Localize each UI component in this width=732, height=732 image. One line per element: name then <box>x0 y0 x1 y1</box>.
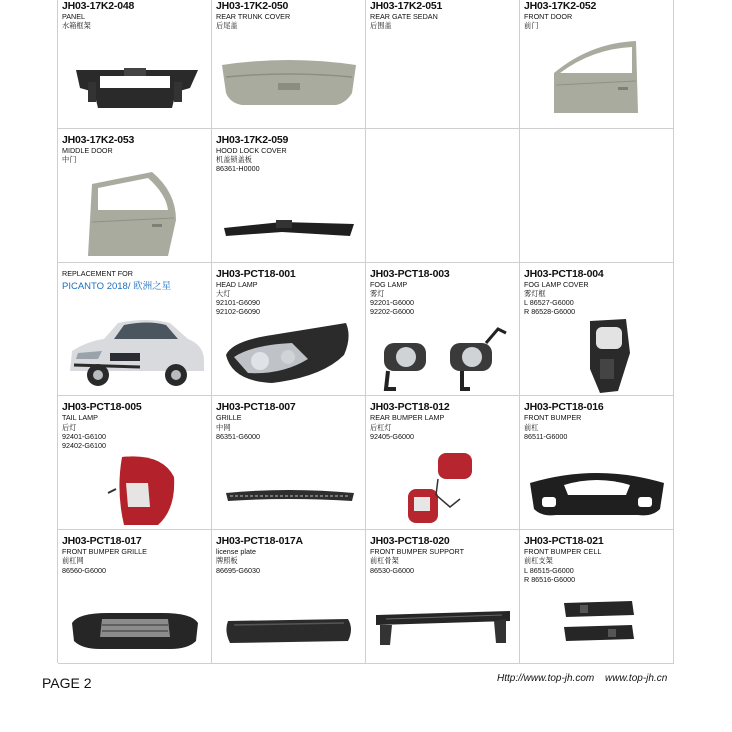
part-code: JH03-PCT18-004 <box>524 267 604 280</box>
head-lamp-image <box>212 315 365 395</box>
part-cell-rear-bumper-lamp <box>366 396 520 530</box>
part-number: 86361-H0000 <box>216 164 260 174</box>
part-cell-middle-door <box>58 129 212 263</box>
part-code: JH03-PCT18-007 <box>216 401 296 414</box>
part-code: JH03-PCT18-001 <box>216 267 296 280</box>
fog-lamp-image <box>366 315 519 395</box>
part-name-cn: 机盖锁盖板 <box>216 155 252 165</box>
parts-catalog-grid <box>57 0 673 663</box>
part-name-cn: 牌照板 <box>216 556 238 566</box>
part-name: HOOD LOCK COVER <box>216 145 287 155</box>
part-name-cn: 雾灯框 <box>524 288 546 298</box>
part-code: JH03-PCT18-003 <box>370 267 450 280</box>
part-code: JH03-PCT18-017 <box>62 535 142 548</box>
front-bumper-image <box>520 459 673 529</box>
part-code: JH03-PCT18-016 <box>524 401 604 414</box>
part-code: JH03-17K2-052 <box>524 0 597 12</box>
part-number: L 86527-G6000 <box>524 298 574 308</box>
part-name: GRILLE <box>216 413 242 423</box>
part-number: 86351-G6000 <box>216 431 260 441</box>
part-name: HEAD LAMP <box>216 279 258 289</box>
empty-cell <box>366 129 520 263</box>
part-code: JH03-17K2-059 <box>216 133 289 146</box>
part-name-cn: 前杠 <box>524 422 539 432</box>
part-name: REAR GATE SEDAN <box>370 12 438 21</box>
part-name: TAIL LAMP <box>62 413 98 423</box>
part-cell-license-plate <box>212 530 366 664</box>
part-name-cn: 后灯 <box>62 422 77 432</box>
part-cell-front-bumper-grille <box>58 530 212 664</box>
part-cell-front-bumper-cell <box>520 530 674 664</box>
part-number: 92401-G6100 <box>62 431 106 441</box>
part-code: JH03-PCT18-020 <box>370 535 450 548</box>
license-plate-image <box>212 601 365 663</box>
part-number: L 86515-G6000 <box>524 565 574 575</box>
rear-bumper-lamp-image <box>366 447 519 529</box>
page-number: PAGE 2 <box>42 675 92 691</box>
part-cell-head-lamp <box>212 263 366 397</box>
part-cell-rear-gate-sedan <box>366 0 520 129</box>
part-name-cn: 中网 <box>216 422 231 432</box>
part-name: REAR TRUNK COVER <box>216 12 291 21</box>
part-name: REAR BUMPER LAMP <box>370 413 445 423</box>
part-number: R 86516-G6000 <box>524 575 576 585</box>
part-number: 92101-G6090 <box>216 298 260 308</box>
car-image <box>58 305 211 395</box>
part-cell-grille <box>212 396 366 530</box>
part-code: JH03-PCT18-021 <box>524 535 604 548</box>
part-number: 86560-G6000 <box>62 565 106 575</box>
front-bumper-support-image <box>366 597 519 663</box>
part-name-cn: 后杠灯 <box>370 422 392 432</box>
part-name-cn: 雾灯 <box>370 288 385 298</box>
part-number: R 86528-G6000 <box>524 307 576 317</box>
part-name: license plate <box>216 547 256 557</box>
part-name-cn: 水箱框架 <box>62 21 91 31</box>
front-bumper-grille-image <box>58 593 211 663</box>
replacement-model: PICANTO 2018/ 欧洲之星 <box>62 280 172 292</box>
empty-cell <box>520 129 674 263</box>
part-cell-panel <box>58 0 212 129</box>
part-name: FRONT BUMPER SUPPORT <box>370 547 464 557</box>
part-name: PANEL <box>62 12 86 21</box>
part-name-cn: 后围盖 <box>370 21 392 31</box>
part-name-cn: 前门 <box>524 21 539 31</box>
part-code: JH03-17K2-048 <box>62 0 135 12</box>
part-name-cn: 后尾盖 <box>216 21 238 31</box>
part-code: JH03-PCT18-005 <box>62 401 142 414</box>
part-cell-front-bumper-support <box>366 530 520 664</box>
hood-lock-cover-image <box>212 202 365 262</box>
part-cell-front-bumper <box>520 396 674 530</box>
tail-lamp-image <box>58 449 211 529</box>
replacement-label: REPLACEMENT FOR <box>62 268 133 278</box>
middle-door-image <box>58 164 211 262</box>
part-name-cn: 大灯 <box>216 288 231 298</box>
part-code: JH03-PCT18-012 <box>370 401 450 414</box>
part-number: 92405-G6000 <box>370 431 414 441</box>
front-door-image <box>520 33 673 128</box>
part-name-cn: 前杠支架 <box>524 556 553 566</box>
part-code: JH03-PCT18-017A <box>216 535 303 548</box>
part-name-cn: 中门 <box>62 155 77 165</box>
radiator-panel-image <box>58 48 211 128</box>
part-number: 92102-G6090 <box>216 307 260 317</box>
replacement-cell <box>58 263 212 397</box>
part-number: 86695-G6030 <box>216 565 260 575</box>
part-number: 92402-G6100 <box>62 441 106 451</box>
part-cell-fog-lamp <box>366 263 520 397</box>
part-name: FOG LAMP <box>370 279 408 289</box>
part-name: FRONT BUMPER GRILLE <box>62 547 147 557</box>
website-urls[interactable]: Http://www.top-jh.com www.top-jh.cn <box>497 673 668 684</box>
trunk-cover-image <box>212 43 365 128</box>
part-name: FRONT BUMPER CELL <box>524 547 602 557</box>
part-cell-fog-lamp-cover <box>520 263 674 397</box>
part-name: FRONT DOOR <box>524 12 573 21</box>
part-code: JH03-17K2-051 <box>370 0 443 12</box>
part-cell-tail-lamp <box>58 396 212 530</box>
part-cell-rear-trunk-cover <box>212 0 366 129</box>
part-number: 86511-G6000 <box>524 431 568 441</box>
part-name: MIDDLE DOOR <box>62 145 113 155</box>
part-number: 92201-G6000 <box>370 298 414 308</box>
part-code: JH03-17K2-050 <box>216 0 289 12</box>
fog-lamp-cover-image <box>520 313 673 395</box>
part-name-cn: 前杠骨架 <box>370 556 399 566</box>
part-number: 92202-G6000 <box>370 307 414 317</box>
part-name: FRONT BUMPER <box>524 413 582 423</box>
part-number: 86530-G6000 <box>370 565 414 575</box>
part-cell-front-door <box>520 0 674 129</box>
part-name: FOG LAMP COVER <box>524 279 589 289</box>
front-bumper-cell-image <box>520 597 673 663</box>
part-cell-hood-lock-cover <box>212 129 366 263</box>
grille-image <box>212 469 365 529</box>
part-code: JH03-17K2-053 <box>62 133 135 146</box>
part-name-cn: 前杠网 <box>62 556 84 566</box>
